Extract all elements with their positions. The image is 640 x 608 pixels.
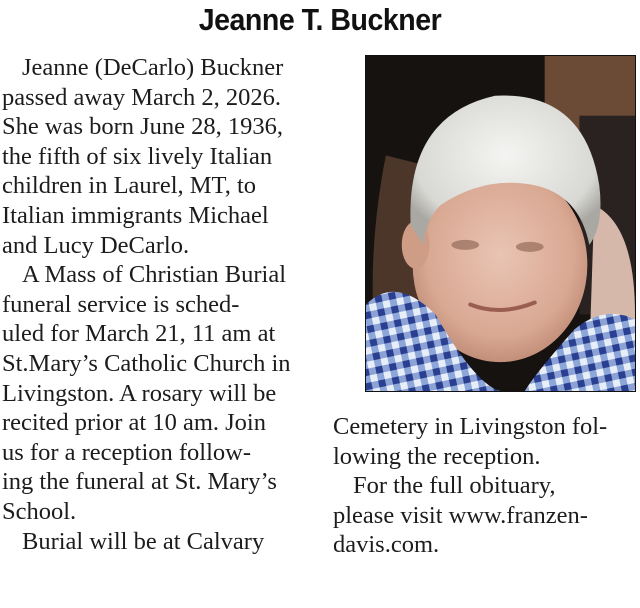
text-line: please visit www.franzen-	[333, 501, 588, 529]
text-line: and Lucy DeCarlo.	[2, 231, 190, 259]
text-line: children in Laurel, MT, to	[2, 172, 256, 200]
text-line: Livingston. A rosary will be	[2, 379, 277, 407]
text-line: uled for March 21, 11 am at	[2, 320, 276, 348]
text-line: A Mass of Christian Burial	[22, 261, 287, 289]
text-line: the fifth of six lively Italian	[2, 142, 273, 170]
text-line: Cemetery in Livingston fol-	[333, 413, 608, 440]
text-line: passed away March 2, 2026.	[2, 83, 281, 111]
portrait-photo	[365, 55, 636, 392]
text-line: funeral service is sched-	[2, 290, 240, 318]
text-line: St.Mary’s Catholic Church in	[2, 349, 291, 377]
text-line: School.	[2, 497, 77, 525]
text-line: recited prior at 10 am. Join	[2, 409, 266, 437]
text-line: davis.com.	[333, 531, 440, 559]
obituary-headline: Jeanne T. Buckner	[198, 2, 442, 37]
text-line: She was born June 28, 1936,	[2, 113, 284, 141]
obituary-body-left-column	[2, 53, 362, 556]
text-line: Jeanne (DeCarlo) Buckner	[22, 54, 284, 81]
text-line: For the full obituary,	[353, 472, 556, 500]
text-line: Italian immigrants Michael	[2, 201, 269, 229]
text-line: ing the funeral at St. Mary’s	[2, 468, 277, 496]
text-line: Burial will be at Calvary	[22, 527, 265, 555]
obituary-body-right-column	[333, 412, 638, 560]
text-line: lowing the reception.	[333, 442, 541, 470]
text-line: us for a reception follow-	[2, 438, 251, 466]
portrait-image	[366, 56, 635, 391]
